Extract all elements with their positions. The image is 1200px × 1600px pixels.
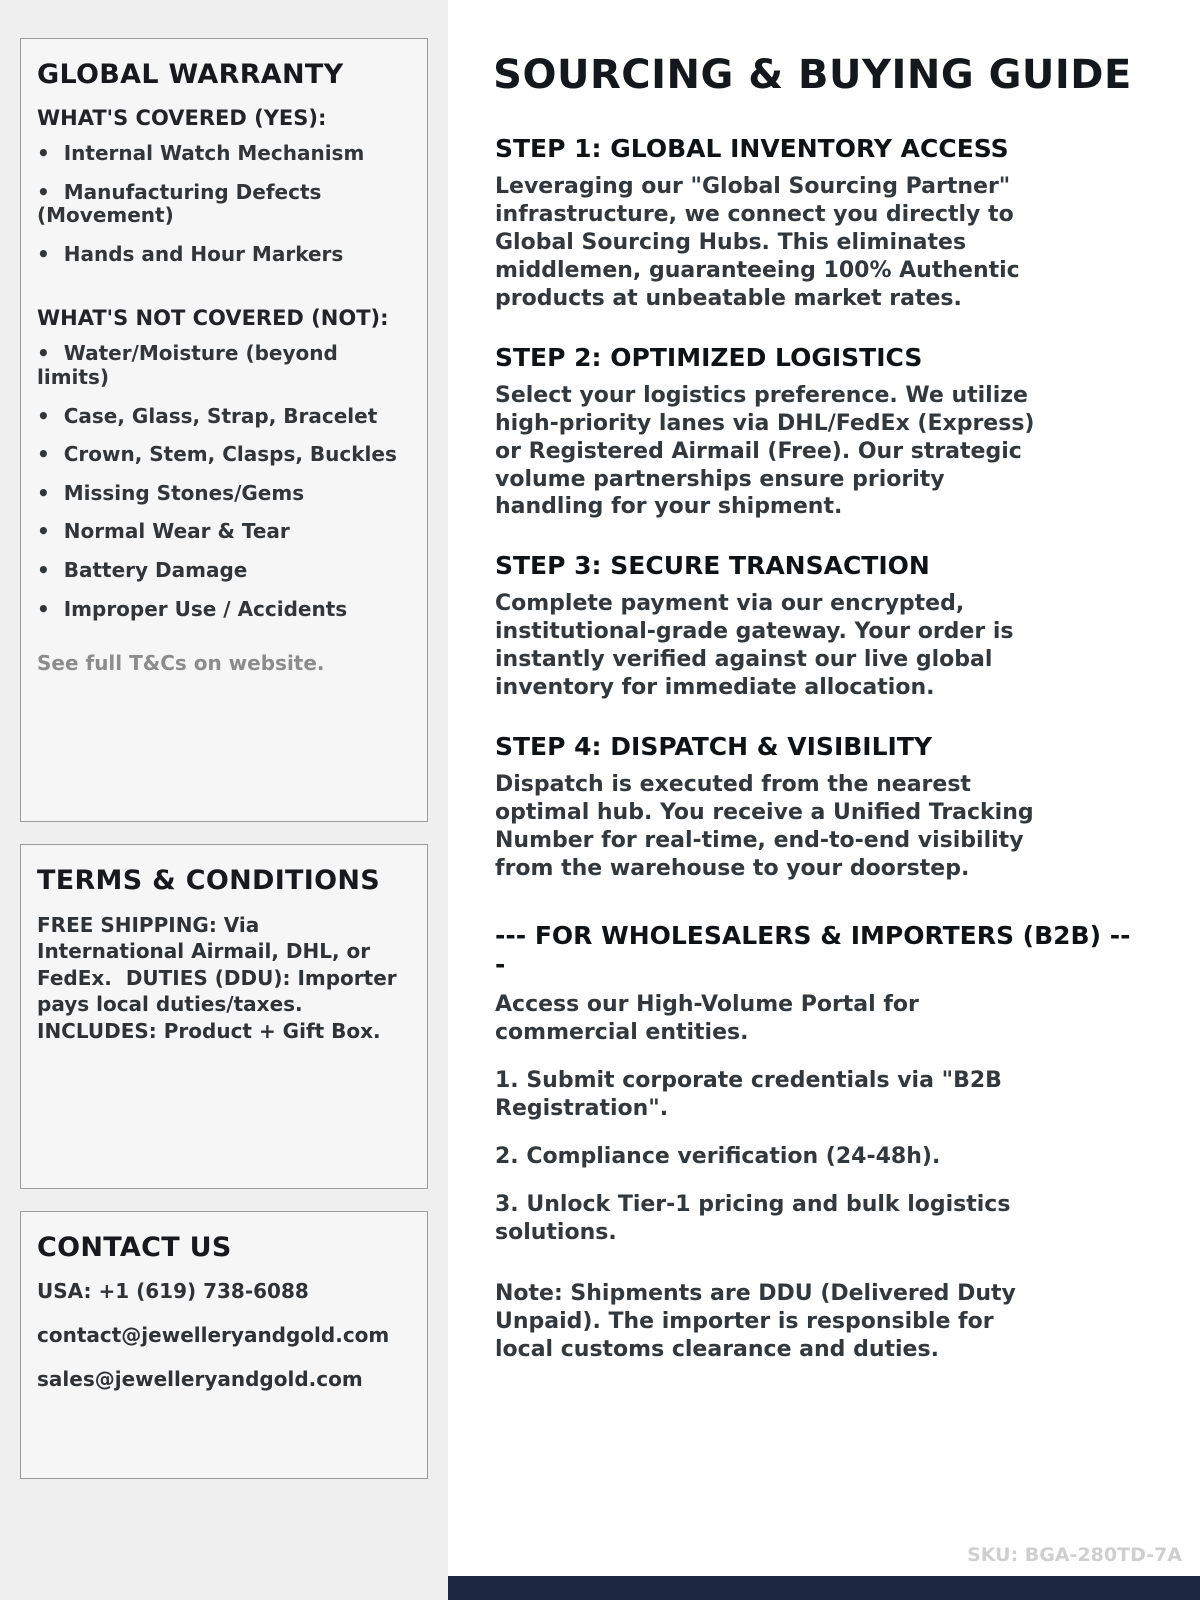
step-body: Dispatch is executed from the nearest optimal hub. You receive a Unified Tracking Number for real-time, end-to-end visibility from the warehouse to your doorstep. bbox=[495, 772, 1034, 881]
b2b-item: 3. Unlock Tier-1 pricing and bulk logistics solutions. bbox=[495, 1191, 1011, 1245]
steps-list bbox=[495, 134, 1140, 883]
sku-label: SKU: BGA-280TD-7A bbox=[967, 1544, 1182, 1566]
terms-box bbox=[20, 844, 428, 1189]
covered-item: • Hands and Hour Markers bbox=[37, 243, 411, 267]
warranty-box bbox=[20, 38, 428, 822]
not-covered-list bbox=[37, 342, 411, 621]
step-heading: STEP 2: OPTIMIZED LOGISTICS bbox=[495, 342, 923, 372]
terms-title: TERMS & CONDITIONS bbox=[37, 865, 380, 896]
warranty-title: GLOBAL WARRANTY bbox=[37, 59, 344, 90]
covered-list bbox=[37, 142, 411, 266]
step-section bbox=[495, 732, 1140, 883]
covered-title: WHAT'S COVERED (YES): bbox=[37, 106, 327, 130]
step-body: Select your logistics preference. We utilize high-priority lanes via DHL/FedEx (Express) or Registered Airmail (Free). Our strategic volume partnerships ensure priority handling for your shipment. bbox=[495, 382, 1035, 520]
b2b-item: 1. Submit corporate credentials via "B2B Registration". bbox=[495, 1067, 1002, 1121]
contact-box bbox=[20, 1211, 428, 1479]
not-covered-item: • Improper Use / Accidents bbox=[37, 598, 411, 622]
not-covered-item: • Normal Wear & Tear bbox=[37, 520, 411, 544]
step-heading: STEP 1: GLOBAL INVENTORY ACCESS bbox=[495, 134, 1009, 163]
not-covered-item: • Case, Glass, Strap, Bracelet bbox=[37, 405, 411, 429]
not-covered-item: • Water/Moisture (beyond limits) bbox=[37, 342, 411, 389]
step-body: Complete payment via our encrypted, institutional-grade gateway. Your order is instantly verified against our live global inventory for immediate allocation. bbox=[495, 591, 1014, 701]
contact-email-sales: sales@jewelleryandgold.com bbox=[37, 1367, 363, 1391]
not-covered-item: • Missing Stones/Gems bbox=[37, 482, 411, 506]
b2b-item: 2. Compliance verification (24-48h). bbox=[495, 1143, 941, 1169]
contact-title: CONTACT US bbox=[37, 1232, 232, 1263]
b2b-intro: Access our High-Volume Portal for commercial entities. bbox=[495, 991, 919, 1045]
ddu-note: Note: Shipments are DDU (Delivered Duty Unpaid). The importer is responsible for local customs clearance and duties. bbox=[495, 1281, 1016, 1363]
page-title: SOURCING & BUYING GUIDE bbox=[493, 52, 1132, 98]
contact-email-primary: contact@jewelleryandgold.com bbox=[37, 1323, 390, 1347]
b2b-items-list bbox=[495, 1067, 1140, 1247]
covered-item: • Internal Watch Mechanism bbox=[37, 142, 411, 166]
not-covered-title: WHAT'S NOT COVERED (NOT): bbox=[37, 306, 389, 331]
step-section bbox=[495, 134, 1140, 313]
not-covered-item: • Crown, Stem, Clasps, Buckles bbox=[37, 443, 411, 467]
step-heading: STEP 4: DISPATCH & VISIBILITY bbox=[495, 732, 932, 762]
not-covered-item: • Battery Damage bbox=[37, 559, 411, 583]
step-section bbox=[495, 343, 1140, 522]
step-body: Leveraging our "Global Sourcing Partner" infrastructure, we connect you directly to Global Sourcing Hubs. This eliminates middlemen, guaranteeing 100% Authentic products at unbeatable market rates. bbox=[495, 174, 1020, 311]
covered-item: • Manufacturing Defects (Movement) bbox=[37, 181, 411, 228]
sidebar bbox=[0, 0, 448, 1600]
b2b-heading: --- FOR WHOLESALERS & IMPORTERS (B2B) --- bbox=[495, 920, 1131, 979]
main-content bbox=[448, 0, 1200, 1600]
terms-body: FREE SHIPPING: Via International Airmail, DHL, or FedEx. DUTIES (DDU): Importer pays local duties/taxes. INCLUDES: Product + Gift Box. bbox=[37, 913, 404, 1043]
bottom-bar bbox=[448, 1576, 1200, 1600]
step-section bbox=[495, 551, 1140, 702]
step-heading: STEP 3: SECURE TRANSACTION bbox=[495, 551, 930, 581]
warranty-footnote: See full T&Cs on website. bbox=[37, 651, 325, 676]
contact-phone: USA: +1 (619) 738-6088 bbox=[37, 1279, 309, 1303]
